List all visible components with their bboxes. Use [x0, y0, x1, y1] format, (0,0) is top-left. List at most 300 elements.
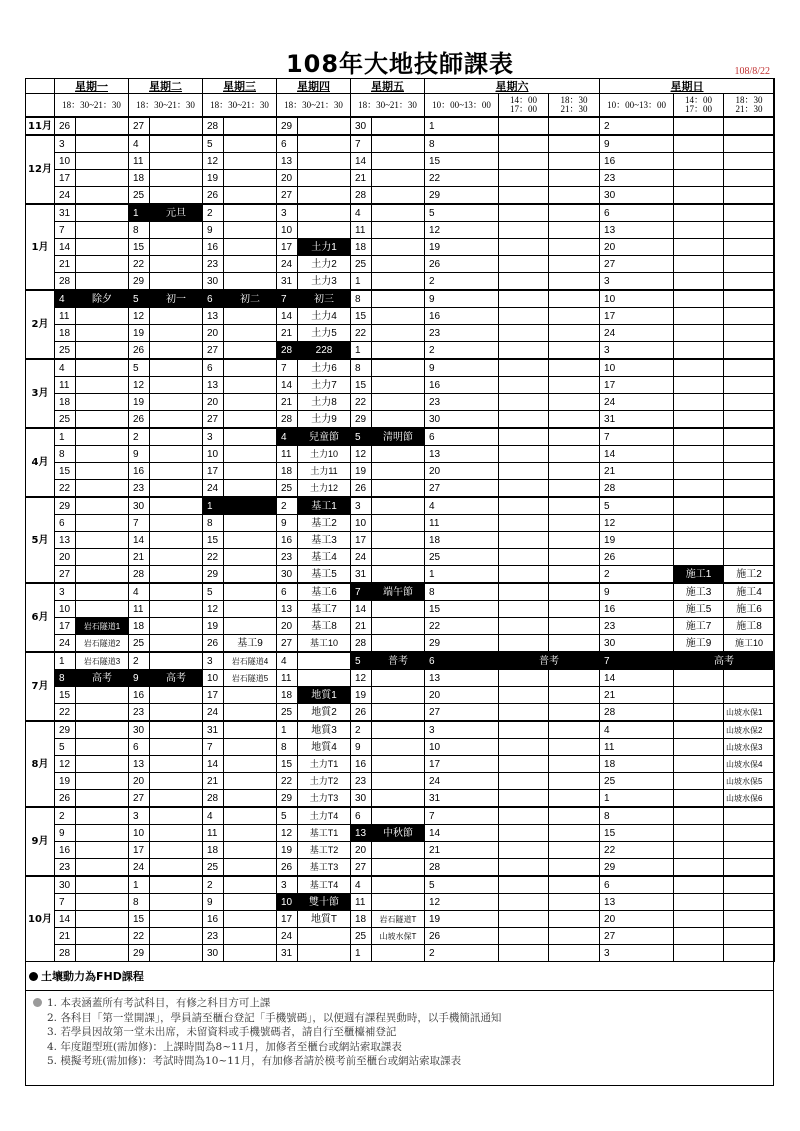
class-label-fri [372, 446, 425, 463]
class-label-sat-afternoon [499, 549, 549, 566]
class-label-tue [150, 911, 203, 928]
day-number-fri: 21 [351, 170, 372, 187]
day-number-sat: 10 [425, 739, 499, 756]
day-number-thu: 31 [277, 945, 298, 962]
class-label-sun-afternoon [674, 842, 724, 859]
month-label: 9月 [26, 807, 55, 876]
class-label-sat-afternoon [499, 135, 549, 153]
class-label-thu: 雙十節 [298, 894, 351, 911]
day-number-fri: 13 [351, 825, 372, 842]
note-item [47, 1025, 501, 1040]
day-number-tue: 26 [129, 342, 150, 360]
class-label-sun-evening [724, 549, 775, 566]
class-label-thu [298, 670, 351, 687]
day-number-wed: 3 [203, 652, 224, 670]
class-label-sun-afternoon [674, 532, 724, 549]
class-label-sun-afternoon [674, 239, 724, 256]
day-number-sun: 22 [600, 842, 674, 859]
class-label-thu [298, 117, 351, 135]
day-number-tue: 1 [129, 204, 150, 222]
day-number-sun: 17 [600, 308, 674, 325]
day-number-sun: 9 [600, 135, 674, 153]
week-row [26, 756, 775, 773]
day-number-fri: 9 [351, 739, 372, 756]
day-number-tue: 22 [129, 256, 150, 273]
day-number-thu: 5 [277, 807, 298, 825]
class-label-sat-afternoon [499, 480, 549, 498]
class-label-sat-evening [549, 463, 600, 480]
day-number-wed: 21 [203, 773, 224, 790]
class-label-sat-evening [549, 342, 600, 360]
day-number-fri: 6 [351, 807, 372, 825]
week-row [26, 308, 775, 325]
day-number-sat: 27 [425, 704, 499, 722]
day-number-mon: 29 [55, 721, 76, 739]
day-number-mon: 25 [55, 411, 76, 429]
week-row [26, 773, 775, 790]
revision-date: 108/8/22 [734, 66, 770, 77]
time-tue: 18：30~21：30 [129, 94, 203, 118]
class-label-tue [150, 135, 203, 153]
day-number-wed: 11 [203, 825, 224, 842]
class-label-sun-afternoon [674, 876, 724, 894]
class-label-tue: 高考 [150, 670, 203, 687]
day-number-mon: 4 [55, 290, 76, 308]
day-number-fri: 30 [351, 790, 372, 808]
class-label-fri [372, 342, 425, 360]
day-number-tue: 5 [129, 359, 150, 377]
class-label-sat-evening [549, 825, 600, 842]
class-label-sun-afternoon [674, 790, 724, 808]
day-number-mon: 30 [55, 876, 76, 894]
class-label-thu: 地質T [298, 911, 351, 928]
day-number-sun: 11 [600, 739, 674, 756]
class-label-sun-evening: 山坡水保4 [724, 756, 775, 773]
class-label-sun-evening [724, 859, 775, 877]
class-label-thu: 基工T1 [298, 825, 351, 842]
class-label-sat-evening [549, 394, 600, 411]
day-number-sat: 13 [425, 670, 499, 687]
class-label-sun-afternoon: 施工9 [674, 635, 724, 653]
class-label-fri [372, 721, 425, 739]
day-number-tue: 4 [129, 135, 150, 153]
class-label-fri [372, 807, 425, 825]
class-label-sat-afternoon [499, 342, 549, 360]
class-label-thu: 基工5 [298, 566, 351, 584]
day-number-tue: 9 [129, 670, 150, 687]
day-number-thu: 14 [277, 377, 298, 394]
class-label-sun-afternoon [674, 359, 724, 377]
day-number-tue: 8 [129, 894, 150, 911]
class-label-mon [76, 601, 129, 618]
day-number-wed: 14 [203, 756, 224, 773]
day-number-fri: 21 [351, 618, 372, 635]
class-label-mon [76, 446, 129, 463]
class-label-sat-afternoon [499, 704, 549, 722]
class-label-wed: 岩石隧道5 [224, 670, 277, 687]
day-number-wed: 5 [203, 583, 224, 601]
day-number-mon: 8 [55, 670, 76, 687]
day-number-mon: 20 [55, 549, 76, 566]
class-label-sat-afternoon [499, 497, 549, 515]
class-label-wed [224, 153, 277, 170]
month-label: 10月 [26, 876, 55, 962]
class-label-thu [298, 153, 351, 170]
day-number-wed: 12 [203, 601, 224, 618]
day-number-sat: 11 [425, 515, 499, 532]
class-label-sun-afternoon: 施工3 [674, 583, 724, 601]
day-number-thu: 29 [277, 790, 298, 808]
class-label-sun-afternoon [674, 290, 724, 308]
class-label-wed [224, 911, 277, 928]
day-number-mon: 22 [55, 704, 76, 722]
class-label-mon [76, 135, 129, 153]
day-number-thu: 20 [277, 170, 298, 187]
class-label-fri [372, 739, 425, 756]
day-number-thu: 29 [277, 117, 298, 135]
class-label-sun-evening: 施工10 [724, 635, 775, 653]
class-label-sat-evening [549, 928, 600, 945]
day-number-sun: 15 [600, 825, 674, 842]
day-number-thu: 8 [277, 739, 298, 756]
class-label-sun-evening [724, 945, 775, 962]
class-label-sat-afternoon [499, 928, 549, 945]
day-number-thu: 12 [277, 825, 298, 842]
class-label-sun-evening [724, 325, 775, 342]
day-number-fri: 23 [351, 773, 372, 790]
class-label-thu [298, 945, 351, 962]
class-label-sat-evening [549, 859, 600, 877]
day-number-wed: 22 [203, 549, 224, 566]
class-label-sun-evening [724, 911, 775, 928]
day-number-fri: 22 [351, 325, 372, 342]
day-number-fri: 25 [351, 256, 372, 273]
class-label-sat-afternoon [499, 187, 549, 205]
notes-divider [25, 990, 774, 991]
day-number-fri: 11 [351, 894, 372, 911]
day-number-fri: 12 [351, 670, 372, 687]
day-number-mon: 16 [55, 842, 76, 859]
class-label-sat-evening [549, 601, 600, 618]
week-row [26, 842, 775, 859]
note-text: 3. 若學員因故第一堂未出席，未留資料或手機號碼者，請自行至櫃檯補登記 [47, 1026, 397, 1038]
class-label-sat-evening [549, 170, 600, 187]
month-label: 6月 [26, 583, 55, 652]
class-label-fri: 清明節 [372, 428, 425, 446]
week-row [26, 204, 775, 222]
week-row [26, 135, 775, 153]
week-row [26, 117, 775, 135]
day-number-sun: 7 [600, 652, 674, 670]
day-number-thu: 21 [277, 325, 298, 342]
week-row [26, 463, 775, 480]
class-label-tue [150, 273, 203, 291]
class-label-mon [76, 687, 129, 704]
bullet-dot-icon [29, 972, 38, 981]
class-label-mon [76, 463, 129, 480]
class-label-mon [76, 790, 129, 808]
week-row [26, 704, 775, 722]
class-label-wed [224, 239, 277, 256]
day-number-fri: 29 [351, 411, 372, 429]
week-row [26, 359, 775, 377]
note-item [33, 996, 501, 1011]
class-label-sat-afternoon [499, 394, 549, 411]
day-number-tue: 19 [129, 325, 150, 342]
day-number-sun: 31 [600, 411, 674, 429]
header-thu: 星期四 [277, 79, 351, 94]
day-number-mon: 17 [55, 618, 76, 635]
day-number-sat: 28 [425, 859, 499, 877]
day-number-sun: 18 [600, 756, 674, 773]
day-number-sat: 5 [425, 876, 499, 894]
day-number-wed: 12 [203, 153, 224, 170]
class-label-tue [150, 117, 203, 135]
day-number-mon: 8 [55, 446, 76, 463]
day-number-mon: 3 [55, 135, 76, 153]
day-number-fri: 15 [351, 377, 372, 394]
class-label-fri: 端午節 [372, 583, 425, 601]
day-number-sat: 29 [425, 635, 499, 653]
day-number-fri: 12 [351, 446, 372, 463]
class-label-thu: 基工T4 [298, 876, 351, 894]
class-label-wed [224, 308, 277, 325]
class-label-fri [372, 256, 425, 273]
day-number-sat: 27 [425, 480, 499, 498]
day-number-sat: 20 [425, 687, 499, 704]
day-number-tue: 13 [129, 756, 150, 773]
week-row [26, 859, 775, 877]
day-number-tue: 14 [129, 532, 150, 549]
class-label-sun-evening [724, 239, 775, 256]
class-label-thu: 土力2 [298, 256, 351, 273]
corner-cell [26, 79, 55, 94]
class-label-wed [224, 739, 277, 756]
day-number-sun: 20 [600, 911, 674, 928]
class-label-mon [76, 153, 129, 170]
week-row [26, 618, 775, 635]
time-sun-afternoon: 14：00 17：00 [674, 94, 724, 118]
class-label-mon [76, 480, 129, 498]
class-label-sun-afternoon [674, 170, 724, 187]
day-number-tue: 3 [129, 807, 150, 825]
class-label-thu: 土力8 [298, 394, 351, 411]
class-label-mon [76, 807, 129, 825]
class-label-sat-evening [549, 411, 600, 429]
week-row [26, 549, 775, 566]
class-label-mon [76, 222, 129, 239]
day-number-mon: 25 [55, 342, 76, 360]
class-label-fri [372, 687, 425, 704]
class-label-sat-afternoon [499, 670, 549, 687]
day-number-thu: 11 [277, 670, 298, 687]
day-number-fri: 24 [351, 549, 372, 566]
day-number-sun: 27 [600, 928, 674, 945]
class-label-sun-evening [724, 187, 775, 205]
class-label-sun-afternoon [674, 515, 724, 532]
day-number-fri: 1 [351, 945, 372, 962]
class-label-sat-afternoon [499, 273, 549, 291]
day-number-tue: 27 [129, 117, 150, 135]
day-number-wed: 24 [203, 480, 224, 498]
day-number-mon: 14 [55, 239, 76, 256]
week-row [26, 170, 775, 187]
class-label-wed [224, 325, 277, 342]
class-label-fri [372, 618, 425, 635]
class-label-sun-afternoon [674, 773, 724, 790]
class-label-sun-evening [724, 480, 775, 498]
class-label-thu: 土力7 [298, 377, 351, 394]
class-label-sat-evening [549, 945, 600, 962]
day-number-sun: 21 [600, 463, 674, 480]
day-number-sat: 29 [425, 187, 499, 205]
note-text: 2. 各科目「第一堂開課」，學員請至櫃台登記「手機號碼」，以便週有課程異動時，以手機簡訊通知 [47, 1011, 502, 1024]
class-label-tue: 元旦 [150, 204, 203, 222]
class-label-sun-afternoon [674, 428, 724, 446]
day-number-wed: 25 [203, 859, 224, 877]
day-number-thu: 30 [277, 566, 298, 584]
day-number-sun: 3 [600, 342, 674, 360]
day-number-sat: 1 [425, 566, 499, 584]
day-number-sun: 19 [600, 532, 674, 549]
class-label-mon [76, 911, 129, 928]
day-number-thu: 24 [277, 928, 298, 945]
class-label-sat-afternoon [499, 911, 549, 928]
day-number-wed: 18 [203, 842, 224, 859]
day-number-fri: 28 [351, 187, 372, 205]
day-number-sun: 28 [600, 480, 674, 498]
class-label-sat-afternoon [499, 790, 549, 808]
class-label-sat-evening [549, 876, 600, 894]
gray-bullet-icon [33, 998, 42, 1007]
day-number-sun: 24 [600, 325, 674, 342]
class-label-mon [76, 497, 129, 515]
class-label-mon [76, 945, 129, 962]
day-number-mon: 9 [55, 825, 76, 842]
class-label-sun-evening [724, 204, 775, 222]
day-number-wed: 16 [203, 239, 224, 256]
day-number-sat: 15 [425, 601, 499, 618]
class-label-sat: 普考 [499, 652, 600, 670]
class-label-wed [224, 618, 277, 635]
class-label-tue [150, 377, 203, 394]
class-label-sat-evening [549, 721, 600, 739]
class-label-fri [372, 187, 425, 205]
class-label-sun-afternoon [674, 446, 724, 463]
class-label-sun-afternoon [674, 342, 724, 360]
day-number-mon: 26 [55, 117, 76, 135]
day-number-tue: 10 [129, 825, 150, 842]
day-number-thu: 26 [277, 859, 298, 877]
class-label-fri [372, 170, 425, 187]
day-number-thu: 10 [277, 894, 298, 911]
note-item [47, 1011, 501, 1026]
day-number-thu: 28 [277, 411, 298, 429]
day-number-mon: 14 [55, 911, 76, 928]
day-number-wed: 13 [203, 308, 224, 325]
day-number-tue: 29 [129, 273, 150, 291]
day-number-wed: 31 [203, 721, 224, 739]
day-number-wed: 15 [203, 532, 224, 549]
note-text: 4. 年度題型班(需加修)：上課時間為8~11月，加修者至櫃台或網站索取課表 [47, 1040, 402, 1053]
day-number-fri: 10 [351, 515, 372, 532]
class-label-sat-afternoon [499, 618, 549, 635]
day-number-sat: 22 [425, 618, 499, 635]
class-label-sat-afternoon [499, 290, 549, 308]
class-label-fri [372, 635, 425, 653]
class-label-wed [224, 549, 277, 566]
day-number-sun: 5 [600, 497, 674, 515]
class-label-tue [150, 187, 203, 205]
class-label-wed [224, 411, 277, 429]
class-label-tue [150, 807, 203, 825]
day-number-mon: 22 [55, 480, 76, 498]
class-label-sun-evening [724, 532, 775, 549]
class-label-sun-afternoon: 施工5 [674, 601, 724, 618]
class-label-thu: 基工T3 [298, 859, 351, 877]
class-label-mon [76, 825, 129, 842]
day-number-fri: 27 [351, 859, 372, 877]
day-number-sat: 13 [425, 446, 499, 463]
day-number-fri: 2 [351, 721, 372, 739]
day-number-tue: 12 [129, 308, 150, 325]
class-label-sun-afternoon [674, 928, 724, 945]
day-number-wed: 7 [203, 739, 224, 756]
class-label-sat-afternoon [499, 687, 549, 704]
day-number-wed: 20 [203, 394, 224, 411]
class-label-sun-afternoon [674, 497, 724, 515]
class-label-sat-afternoon [499, 256, 549, 273]
day-number-wed: 6 [203, 290, 224, 308]
class-label-sun-afternoon [674, 325, 724, 342]
class-label-thu: 土力T3 [298, 790, 351, 808]
class-label-sun-evening: 山坡水保5 [724, 773, 775, 790]
day-number-sat: 8 [425, 135, 499, 153]
class-label-sun-evening: 施工2 [724, 566, 775, 584]
time-header-row [26, 94, 775, 118]
day-number-thu: 16 [277, 532, 298, 549]
day-number-fri: 7 [351, 583, 372, 601]
class-label-sat-afternoon [499, 325, 549, 342]
class-label-mon [76, 721, 129, 739]
week-row [26, 273, 775, 291]
day-number-sun: 10 [600, 359, 674, 377]
day-number-tue: 18 [129, 170, 150, 187]
class-label-wed [224, 222, 277, 239]
day-number-sun: 16 [600, 601, 674, 618]
class-label-sun-afternoon [674, 153, 724, 170]
day-number-mon: 2 [55, 807, 76, 825]
class-label-thu: 土力6 [298, 359, 351, 377]
class-label-tue [150, 687, 203, 704]
class-label-sat-evening [549, 566, 600, 584]
class-label-sat-evening [549, 670, 600, 687]
day-number-thu: 24 [277, 256, 298, 273]
day-number-sun: 23 [600, 170, 674, 187]
notes-list [33, 996, 501, 1069]
class-label-sun-afternoon [674, 308, 724, 325]
day-number-wed: 30 [203, 273, 224, 291]
class-label-tue [150, 153, 203, 170]
day-number-sat: 9 [425, 290, 499, 308]
day-number-tue: 26 [129, 411, 150, 429]
day-number-wed: 30 [203, 945, 224, 962]
class-label-fri [372, 377, 425, 394]
day-number-sun: 2 [600, 566, 674, 584]
class-label-wed [224, 377, 277, 394]
class-label-sun-evening: 施工6 [724, 601, 775, 618]
class-label-mon [76, 256, 129, 273]
